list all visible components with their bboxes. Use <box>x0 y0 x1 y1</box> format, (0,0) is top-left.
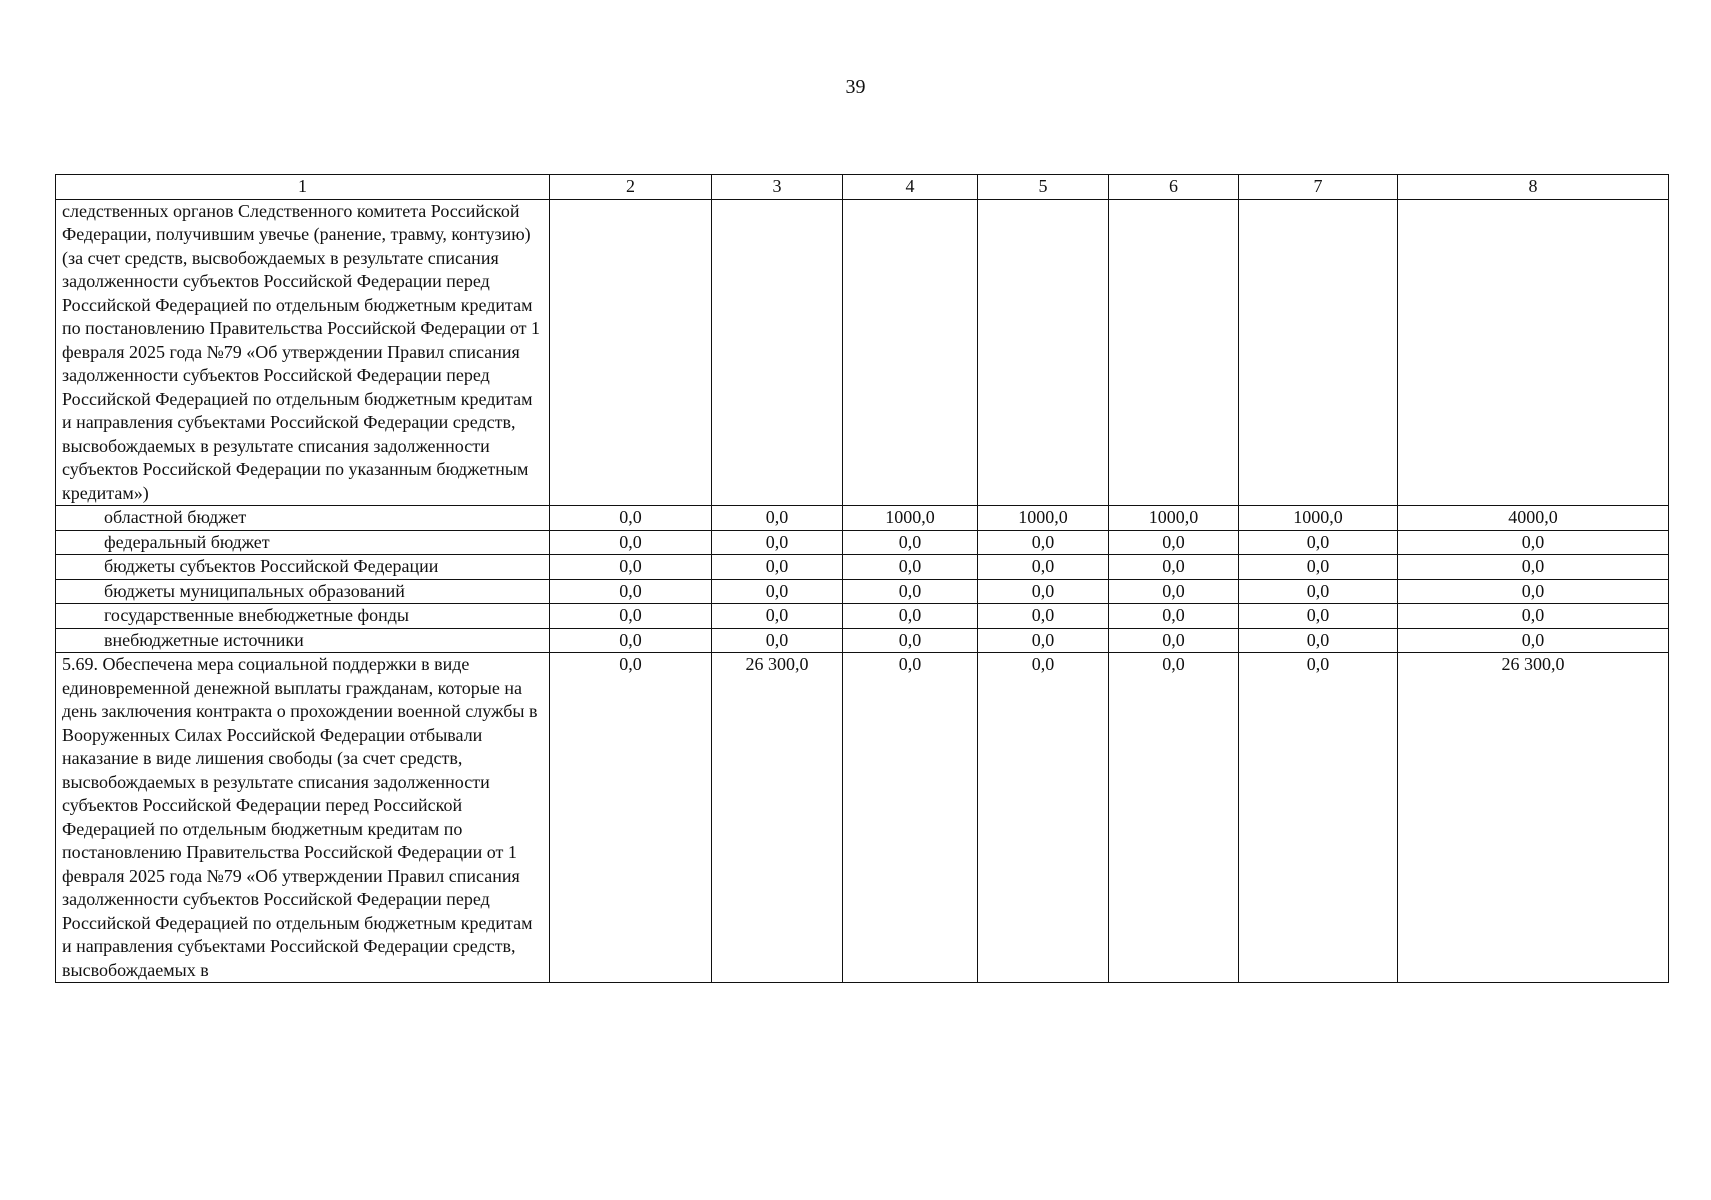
value-cell: 0,0 <box>843 604 978 629</box>
value-cell: 0,0 <box>550 530 712 555</box>
value-cell: 0,0 <box>550 653 712 983</box>
empty-cell <box>1398 199 1669 506</box>
funding-source-row <box>56 579 1669 604</box>
value-cell: 0,0 <box>1239 579 1398 604</box>
value-cell: 26 300,0 <box>1398 653 1669 983</box>
funding-source-row <box>56 628 1669 653</box>
value-cell: 1000,0 <box>1109 506 1239 531</box>
column-header: 2 <box>550 175 712 200</box>
value-cell: 1000,0 <box>843 506 978 531</box>
column-header: 8 <box>1398 175 1669 200</box>
value-cell: 0,0 <box>550 555 712 580</box>
column-header: 3 <box>712 175 843 200</box>
value-cell: 0,0 <box>550 579 712 604</box>
value-cell: 0,0 <box>843 628 978 653</box>
measure-description: 5.69. Обеспечена мера социальной поддержки в виде единовременной денежной выплаты гражданам, которые на день заключения контракта о прохождении военной службы в Вооруженных Силах Российской Федерации отбывали наказание в виде лишения свободы (за счет средств, высвобождаемых в результате списания задолженности субъектов Российской Федерации перед Российской Федерацией по отдельным бюджетным кредитам по постановлению Правительства Российской Федерации от 1 февраля 2025 года №79 «Об утверждении Правил списания задолженности субъектов Российской Федерации перед Российской Федерацией по отдельным бюджетным кредитам и направления субъектами Российской Федерации средств, высвобождаемых в <box>56 653 550 983</box>
empty-cell <box>1109 199 1239 506</box>
value-cell: 0,0 <box>712 579 843 604</box>
value-cell: 0,0 <box>1239 604 1398 629</box>
value-cell: 0,0 <box>550 506 712 531</box>
value-cell: 4000,0 <box>1398 506 1669 531</box>
column-header: 1 <box>56 175 550 200</box>
measure-row <box>56 653 1669 983</box>
column-header: 4 <box>843 175 978 200</box>
value-cell: 1000,0 <box>978 506 1109 531</box>
value-cell: 0,0 <box>712 555 843 580</box>
value-cell: 0,0 <box>1239 530 1398 555</box>
value-cell: 0,0 <box>1109 628 1239 653</box>
funding-source-name: федеральный бюджет <box>56 530 550 555</box>
empty-cell <box>550 199 712 506</box>
value-cell: 0,0 <box>1239 555 1398 580</box>
value-cell: 0,0 <box>1398 555 1669 580</box>
value-cell: 0,0 <box>1398 604 1669 629</box>
value-cell: 0,0 <box>1239 628 1398 653</box>
value-cell: 26 300,0 <box>712 653 843 983</box>
empty-cell <box>978 199 1109 506</box>
section-description: следственных органов Следственного комитета Российской Федерации, получившим увечье (ранение, травму, контузию) (за счет средств, высвобождаемых в результате списания задолженности субъектов Российской Федерации перед Российской Федерацией по отдельным бюджетным кредитам по постановлению Правительства Российской Федерации от 1 февраля 2025 года №79 «Об утверждении Правил списания задолженности субъектов Российской Федерации перед Российской Федерацией по отдельным бюджетным кредитам и направления субъектами Российской Федерации средств, высвобождаемых в результате списания задолженности субъектов Российской Федерации по указанным бюджетным кредитам») <box>56 199 550 506</box>
value-cell: 0,0 <box>712 604 843 629</box>
funding-source-name: бюджеты муниципальных образований <box>56 579 550 604</box>
value-cell: 0,0 <box>1398 628 1669 653</box>
value-cell: 0,0 <box>1109 653 1239 983</box>
funding-source-row <box>56 506 1669 531</box>
value-cell: 0,0 <box>1398 530 1669 555</box>
funding-source-row <box>56 555 1669 580</box>
value-cell: 0,0 <box>843 579 978 604</box>
value-cell: 0,0 <box>712 628 843 653</box>
value-cell: 0,0 <box>1109 555 1239 580</box>
empty-cell <box>712 199 843 506</box>
value-cell: 0,0 <box>1109 530 1239 555</box>
section-description-row <box>56 199 1669 506</box>
value-cell: 0,0 <box>978 628 1109 653</box>
value-cell: 0,0 <box>978 579 1109 604</box>
value-cell: 0,0 <box>712 506 843 531</box>
column-header: 7 <box>1239 175 1398 200</box>
page-number: 39 <box>845 76 866 98</box>
value-cell: 0,0 <box>1109 604 1239 629</box>
value-cell: 0,0 <box>712 530 843 555</box>
funding-source-name: государственные внебюджетные фонды <box>56 604 550 629</box>
value-cell: 0,0 <box>978 604 1109 629</box>
empty-cell <box>843 199 978 506</box>
funding-source-name: областной бюджет <box>56 506 550 531</box>
funding-source-row <box>56 604 1669 629</box>
column-number-row <box>56 175 1669 200</box>
column-header: 5 <box>978 175 1109 200</box>
column-header: 6 <box>1109 175 1239 200</box>
value-cell: 0,0 <box>978 653 1109 983</box>
value-cell: 0,0 <box>1109 579 1239 604</box>
funding-source-name: бюджеты субъектов Российской Федерации <box>56 555 550 580</box>
value-cell: 0,0 <box>550 604 712 629</box>
value-cell: 0,0 <box>843 653 978 983</box>
value-cell: 0,0 <box>978 555 1109 580</box>
value-cell: 0,0 <box>978 530 1109 555</box>
value-cell: 0,0 <box>843 530 978 555</box>
value-cell: 0,0 <box>1239 653 1398 983</box>
budget-table <box>55 174 1669 983</box>
value-cell: 0,0 <box>843 555 978 580</box>
value-cell: 0,0 <box>1398 579 1669 604</box>
empty-cell <box>1239 199 1398 506</box>
value-cell: 0,0 <box>550 628 712 653</box>
funding-source-name: внебюджетные источники <box>56 628 550 653</box>
funding-source-row <box>56 530 1669 555</box>
value-cell: 1000,0 <box>1239 506 1398 531</box>
